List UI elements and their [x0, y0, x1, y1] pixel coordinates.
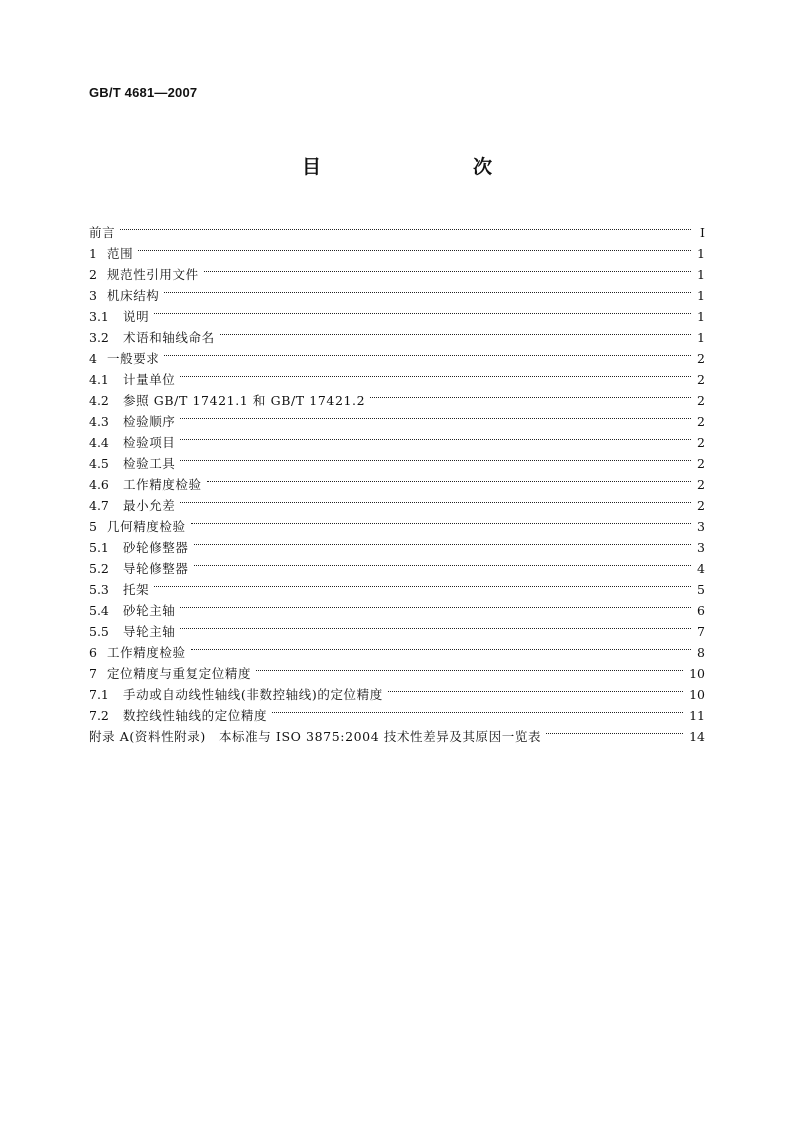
- toc-entry-3-1[interactable]: [89, 300, 705, 324]
- toc-entry-title: 说明: [123, 309, 150, 324]
- toc-entry-number: 5.4: [89, 603, 109, 618]
- toc-leader-dots: [191, 636, 691, 657]
- toc-entry-3-2[interactable]: [89, 321, 705, 345]
- toc-entry-title: 几何精度检验: [107, 519, 186, 534]
- toc-entry-page: 5: [697, 582, 705, 597]
- toc-entry-number: 4.2: [89, 393, 109, 408]
- toc-entry-title: 最小允差: [123, 498, 176, 513]
- toc-entry-page: 3: [697, 540, 705, 555]
- toc-entry-number: 5: [89, 519, 97, 534]
- toc-entry-number: 5.3: [89, 582, 109, 597]
- toc-entry-title: 计量单位: [123, 372, 176, 387]
- toc-leader-dots: [207, 468, 691, 489]
- toc-entry-number: 7: [89, 666, 97, 681]
- toc-leader-dots: [180, 594, 691, 615]
- toc-entry-title: 检验工具: [123, 456, 176, 471]
- toc-leader-dots: [180, 489, 691, 510]
- toc-entry-4-1[interactable]: [89, 363, 705, 387]
- toc-entry-page: 4: [697, 561, 705, 576]
- toc-entry-4-4[interactable]: [89, 426, 705, 450]
- toc-leader-dots: [194, 552, 691, 573]
- toc-entry-4[interactable]: [89, 342, 705, 366]
- toc-entry-title: 附录 A(资料性附录) 本标准与 ISO 3875:2004 技术性差异及其原因一览表: [89, 729, 542, 744]
- toc-leader-dots: [120, 216, 691, 237]
- toc-entry-title: 手动或自动线性轴线(非数控轴线)的定位精度: [123, 687, 383, 702]
- toc-entry-page: 10: [689, 666, 705, 681]
- toc-entry-page: 1: [697, 288, 705, 303]
- toc-entry-number: 5.2: [89, 561, 109, 576]
- toc-entry-number: 5.5: [89, 624, 109, 639]
- toc-leader-dots: [204, 258, 691, 279]
- toc-entry-5-5[interactable]: [89, 615, 705, 639]
- toc-leader-dots: [546, 720, 683, 741]
- toc-entry-page: 2: [697, 372, 705, 387]
- toc-leader-dots: [220, 321, 691, 342]
- toc-leader-dots: [138, 237, 691, 258]
- toc-entry-title: 术语和轴线命名: [123, 330, 215, 345]
- toc-entry-3[interactable]: [89, 279, 705, 303]
- toc-entry-number: 4.6: [89, 477, 109, 492]
- table-of-contents: [89, 216, 705, 744]
- toc-entry-title: 范围: [107, 246, 134, 261]
- toc-entry-page: 2: [697, 435, 705, 450]
- toc-entry-title: 导轮修整器: [123, 561, 189, 576]
- toc-entry-title: 工作精度检验: [107, 645, 186, 660]
- page-title: 目 次: [301, 156, 530, 178]
- toc-entry-2[interactable]: [89, 258, 705, 282]
- toc-entry-number: 4.5: [89, 456, 109, 471]
- toc-entry-number: 4.3: [89, 414, 109, 429]
- toc-leader-dots: [370, 384, 691, 405]
- toc-entry-number: 3.1: [89, 309, 109, 324]
- toc-entry-5[interactable]: [89, 510, 705, 534]
- toc-entry-title: 托架: [123, 582, 150, 597]
- toc-entry-number: 4: [89, 351, 97, 366]
- toc-leader-dots: [388, 678, 683, 699]
- toc-entry-title: 导轮主轴: [123, 624, 176, 639]
- toc-entry-number: 4.1: [89, 372, 109, 387]
- toc-entry-page: 2: [697, 414, 705, 429]
- toc-leader-dots: [256, 657, 683, 678]
- toc-leader-dots: [164, 342, 691, 363]
- standard-code: GB/T 4681—2007: [89, 85, 198, 100]
- toc-entry-number: 3.2: [89, 330, 109, 345]
- toc-entry-number: 7.2: [89, 708, 109, 723]
- toc-entry-preface[interactable]: [89, 216, 705, 240]
- toc-leader-dots: [164, 279, 691, 300]
- toc-entry-4-2[interactable]: [89, 384, 705, 408]
- toc-entry-title: 前言: [89, 225, 116, 240]
- toc-entry-page: 10: [689, 687, 705, 702]
- toc-leader-dots: [194, 531, 691, 552]
- toc-entry-page: 2: [697, 393, 705, 408]
- toc-entry-title: 检验顺序: [123, 414, 176, 429]
- toc-entry-page: 3: [697, 519, 705, 534]
- toc-entry-page: 2: [697, 477, 705, 492]
- toc-leader-dots: [272, 699, 683, 720]
- toc-entry-number: 7.1: [89, 687, 109, 702]
- toc-leader-dots: [154, 300, 691, 321]
- toc-entry-page: 1: [697, 330, 705, 345]
- toc-entry-page: 14: [689, 729, 705, 744]
- toc-entry-page: 2: [697, 351, 705, 366]
- toc-entry-page: 1: [697, 267, 705, 282]
- toc-entry-number: 5.1: [89, 540, 109, 555]
- toc-entry-number: 3: [89, 288, 97, 303]
- toc-entry-4-7[interactable]: [89, 489, 705, 513]
- toc-entry-number: 4.7: [89, 498, 109, 513]
- toc-leader-dots: [180, 426, 691, 447]
- toc-entry-4-5[interactable]: [89, 447, 705, 471]
- toc-entry-title: 定位精度与重复定位精度: [107, 666, 252, 681]
- toc-entry-5-3[interactable]: [89, 573, 705, 597]
- toc-entry-number: 2: [89, 267, 97, 282]
- toc-leader-dots: [180, 363, 691, 384]
- toc-entry-title: 机床结构: [107, 288, 160, 303]
- toc-entry-title: 参照 GB/T 17421.1 和 GB/T 17421.2: [123, 393, 366, 408]
- toc-entry-title: 数控线性轴线的定位精度: [123, 708, 268, 723]
- toc-entry-page: 1: [697, 309, 705, 324]
- toc-entry-title: 检验项目: [123, 435, 176, 450]
- toc-entry-page: 1: [697, 246, 705, 261]
- toc-entry-page: I: [700, 225, 705, 240]
- toc-entry-page: 2: [697, 456, 705, 471]
- toc-entry-5-4[interactable]: [89, 594, 705, 618]
- toc-entry-number: 4.4: [89, 435, 109, 450]
- toc-leader-dots: [180, 447, 691, 468]
- toc-entry-page: 7: [697, 624, 705, 639]
- toc-leader-dots: [180, 615, 691, 636]
- toc-entry-page: 11: [689, 708, 705, 723]
- toc-entry-title: 砂轮修整器: [123, 540, 189, 555]
- toc-leader-dots: [154, 573, 691, 594]
- toc-entry-page: 2: [697, 498, 705, 513]
- toc-entry-4-6[interactable]: [89, 468, 705, 492]
- toc-entry-1[interactable]: [89, 237, 705, 261]
- toc-entry-title: 一般要求: [107, 351, 160, 366]
- toc-entry-title: 工作精度检验: [123, 477, 202, 492]
- toc-leader-dots: [180, 405, 691, 426]
- toc-entry-title: 砂轮主轴: [123, 603, 176, 618]
- toc-entry-number: 1: [89, 246, 97, 261]
- toc-entry-title: 规范性引用文件: [107, 267, 199, 282]
- toc-leader-dots: [191, 510, 691, 531]
- toc-entry-6[interactable]: [89, 636, 705, 660]
- toc-entry-page: 8: [697, 645, 705, 660]
- toc-entry-page: 6: [697, 603, 705, 618]
- toc-entry-number: 6: [89, 645, 97, 660]
- toc-entry-4-3[interactable]: [89, 405, 705, 429]
